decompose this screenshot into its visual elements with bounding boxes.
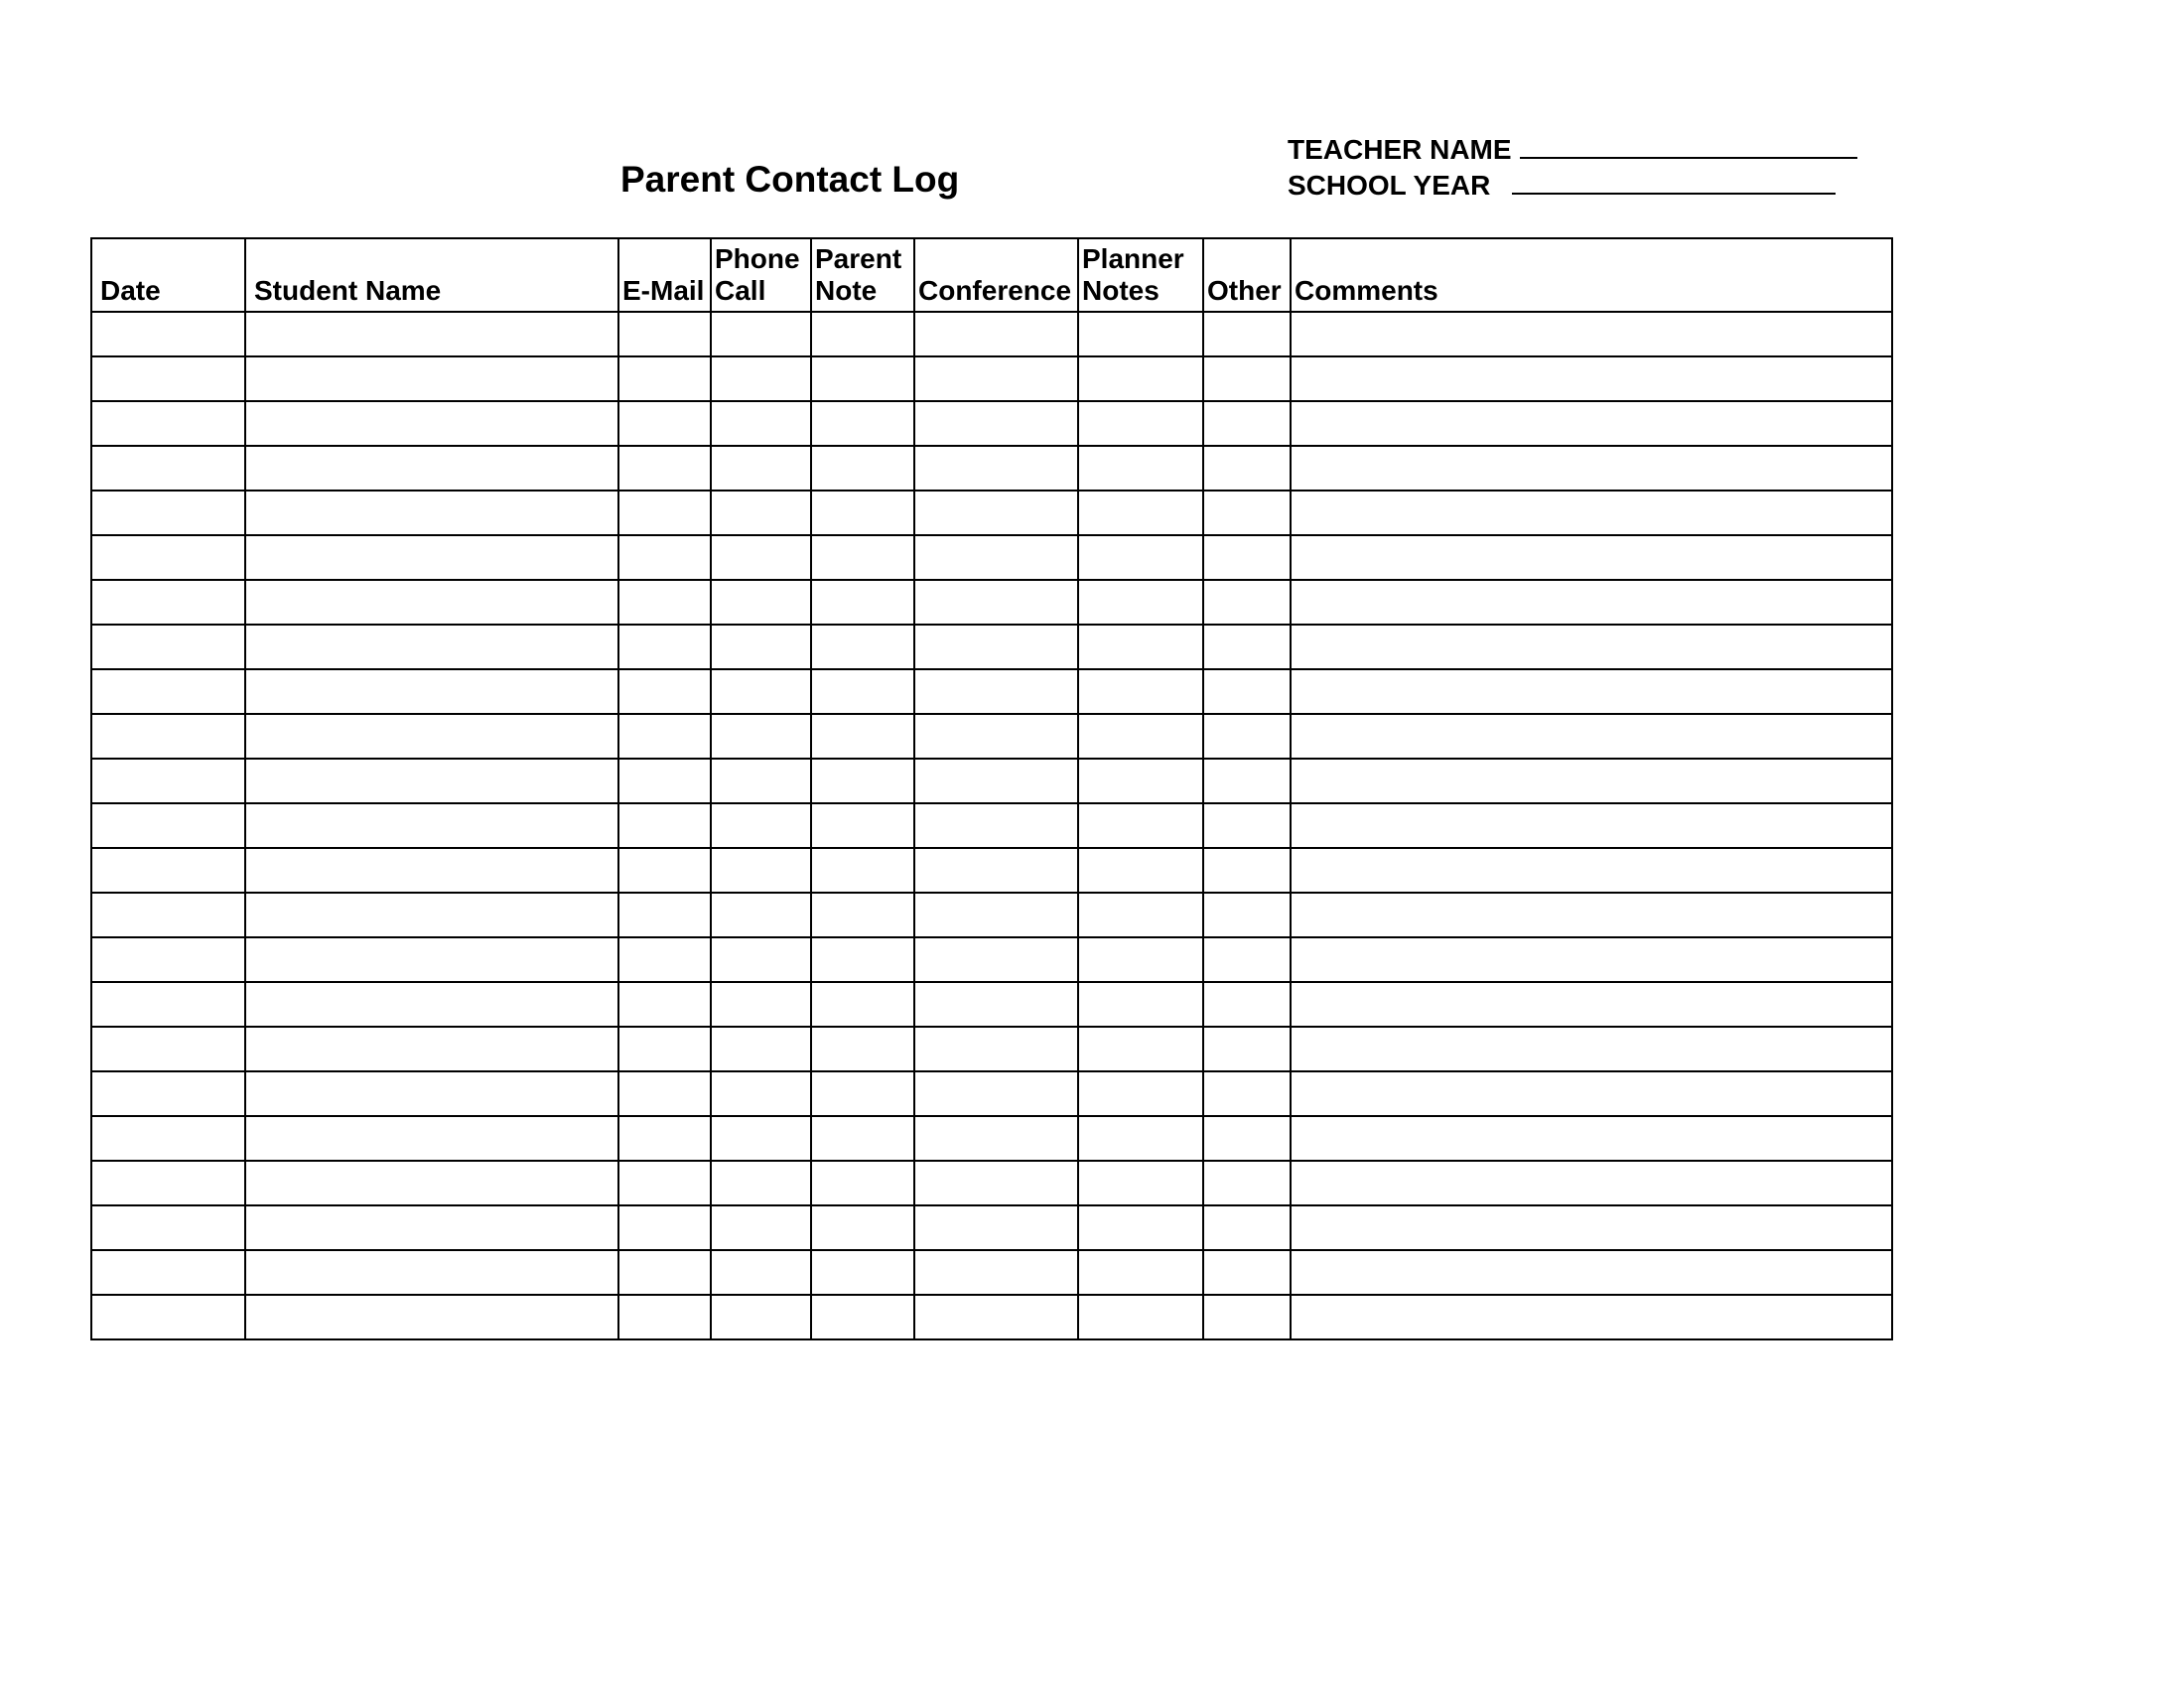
table-cell[interactable] <box>91 1071 245 1116</box>
table-cell[interactable] <box>811 1161 914 1205</box>
table-cell[interactable] <box>1078 1116 1203 1161</box>
school-year-row <box>1288 165 1857 201</box>
table-row <box>91 491 1892 535</box>
col-header-line1: Planner <box>1082 243 1184 274</box>
table-cell[interactable] <box>618 848 711 893</box>
table-cell[interactable] <box>1291 1071 1892 1116</box>
table-cell[interactable] <box>245 625 618 669</box>
table-cell[interactable] <box>1078 937 1203 982</box>
table-cell[interactable] <box>1078 625 1203 669</box>
table-cell[interactable] <box>91 759 245 803</box>
table-cell[interactable] <box>245 1116 618 1161</box>
table-cell[interactable] <box>1203 1295 1291 1339</box>
table-row <box>91 714 1892 759</box>
table-cell[interactable] <box>1291 580 1892 625</box>
table-cell[interactable] <box>91 1161 245 1205</box>
table-row <box>91 580 1892 625</box>
table-cell[interactable] <box>1291 1116 1892 1161</box>
table-row <box>91 669 1892 714</box>
table-cell[interactable] <box>91 312 245 356</box>
table-row <box>91 1250 1892 1295</box>
table-cell[interactable] <box>1078 1205 1203 1250</box>
table-row <box>91 312 1892 356</box>
table-cell[interactable] <box>245 1295 618 1339</box>
table-cell[interactable] <box>711 982 811 1027</box>
table-cell[interactable] <box>1203 1205 1291 1250</box>
table-cell[interactable] <box>1078 312 1203 356</box>
table-cell[interactable] <box>618 893 711 937</box>
table-cell[interactable] <box>711 848 811 893</box>
table-row <box>91 1116 1892 1161</box>
table-cell[interactable] <box>914 446 1078 491</box>
table-cell[interactable] <box>711 535 811 580</box>
table-cell[interactable] <box>245 491 618 535</box>
table-cell[interactable] <box>618 446 711 491</box>
table-cell[interactable] <box>1203 1116 1291 1161</box>
table-cell[interactable] <box>811 1027 914 1071</box>
table-cell[interactable] <box>618 1295 711 1339</box>
table-cell[interactable] <box>1203 848 1291 893</box>
table-cell[interactable] <box>914 1116 1078 1161</box>
table-cell[interactable] <box>1203 1250 1291 1295</box>
table-cell[interactable] <box>914 1027 1078 1071</box>
table-cell[interactable] <box>1291 356 1892 401</box>
table-cell[interactable] <box>91 356 245 401</box>
col-header-student-name <box>245 238 618 312</box>
table-cell[interactable] <box>1291 491 1892 535</box>
col-header-line1: Phone <box>715 243 800 274</box>
table-cell[interactable] <box>91 1295 245 1339</box>
table-cell[interactable] <box>245 1205 618 1250</box>
page-title: Parent Contact Log <box>620 159 960 200</box>
col-header-line2: Comments <box>1295 275 1438 306</box>
table-cell[interactable] <box>914 1250 1078 1295</box>
table-row <box>91 937 1892 982</box>
table-cell[interactable] <box>618 937 711 982</box>
table-cell[interactable] <box>245 1071 618 1116</box>
table-cell[interactable] <box>1078 1071 1203 1116</box>
table-cell[interactable] <box>711 580 811 625</box>
table-cell[interactable] <box>618 982 711 1027</box>
table-cell[interactable] <box>91 982 245 1027</box>
col-header-parent-note <box>811 238 914 312</box>
col-header-line2: Conference <box>918 275 1072 306</box>
table-row <box>91 446 1892 491</box>
table-cell[interactable] <box>618 1205 711 1250</box>
table-cell[interactable] <box>1203 535 1291 580</box>
table-cell[interactable] <box>914 937 1078 982</box>
table-cell[interactable] <box>811 356 914 401</box>
table-cell[interactable] <box>1203 580 1291 625</box>
table-cell[interactable] <box>1078 893 1203 937</box>
table-cell[interactable] <box>811 848 914 893</box>
table-cell[interactable] <box>914 491 1078 535</box>
table-cell[interactable] <box>1203 937 1291 982</box>
table-cell[interactable] <box>914 580 1078 625</box>
table-cell[interactable] <box>914 1205 1078 1250</box>
table-cell[interactable] <box>1203 1161 1291 1205</box>
table-cell[interactable] <box>618 356 711 401</box>
table-cell[interactable] <box>914 759 1078 803</box>
table-cell[interactable] <box>91 848 245 893</box>
table-cell[interactable] <box>1291 848 1892 893</box>
table-cell[interactable] <box>245 1161 618 1205</box>
table-cell[interactable] <box>914 893 1078 937</box>
table-cell[interactable] <box>245 1027 618 1071</box>
table-cell[interactable] <box>811 1205 914 1250</box>
table-cell[interactable] <box>91 937 245 982</box>
table-cell[interactable] <box>711 491 811 535</box>
table-cell[interactable] <box>811 982 914 1027</box>
table-cell[interactable] <box>811 1295 914 1339</box>
table-cell[interactable] <box>91 491 245 535</box>
col-header-line2: Date <box>100 275 161 306</box>
col-header-line2: Note <box>815 275 878 306</box>
table-cell[interactable] <box>1203 312 1291 356</box>
table-cell[interactable] <box>1291 401 1892 446</box>
table-cell[interactable] <box>811 312 914 356</box>
table-cell[interactable] <box>1203 446 1291 491</box>
table-cell[interactable] <box>245 759 618 803</box>
table-cell[interactable] <box>711 356 811 401</box>
table-cell[interactable] <box>1291 1250 1892 1295</box>
table-cell[interactable] <box>245 356 618 401</box>
table-cell[interactable] <box>245 312 618 356</box>
table-cell[interactable] <box>1291 893 1892 937</box>
col-header-planner-notes <box>1078 238 1203 312</box>
table-cell[interactable] <box>245 982 618 1027</box>
table-cell[interactable] <box>618 1027 711 1071</box>
col-header-phone-call <box>711 238 811 312</box>
table-cell[interactable] <box>711 1027 811 1071</box>
table-cell[interactable] <box>1203 893 1291 937</box>
table-cell[interactable] <box>914 1071 1078 1116</box>
table-cell[interactable] <box>711 714 811 759</box>
teacher-name-blank[interactable] <box>1520 129 1857 159</box>
table-cell[interactable] <box>1078 714 1203 759</box>
table-cell[interactable] <box>245 714 618 759</box>
table-cell[interactable] <box>711 1295 811 1339</box>
table-cell[interactable] <box>811 1116 914 1161</box>
table-cell[interactable] <box>1078 669 1203 714</box>
table-cell[interactable] <box>914 312 1078 356</box>
table-cell[interactable] <box>245 535 618 580</box>
table-cell[interactable] <box>1078 1295 1203 1339</box>
school-year-label: SCHOOL YEAR <box>1288 170 1491 201</box>
table-cell[interactable] <box>811 1250 914 1295</box>
table-cell[interactable] <box>618 625 711 669</box>
table-row <box>91 982 1892 1027</box>
table-cell[interactable] <box>1078 356 1203 401</box>
table-row <box>91 803 1892 848</box>
table-cell[interactable] <box>914 356 1078 401</box>
table-cell[interactable] <box>245 937 618 982</box>
table-cell[interactable] <box>1078 580 1203 625</box>
col-header-line2: Call <box>715 275 766 306</box>
school-year-blank[interactable] <box>1512 165 1836 195</box>
table-cell[interactable] <box>618 803 711 848</box>
table-cell[interactable] <box>914 982 1078 1027</box>
table-cell[interactable] <box>91 401 245 446</box>
table-cell[interactable] <box>1078 491 1203 535</box>
table-cell[interactable] <box>1078 982 1203 1027</box>
table-cell[interactable] <box>91 669 245 714</box>
table-cell[interactable] <box>91 1116 245 1161</box>
table-cell[interactable] <box>618 535 711 580</box>
table-cell[interactable] <box>914 803 1078 848</box>
table-cell[interactable] <box>245 893 618 937</box>
col-header-line2: Other <box>1207 275 1282 306</box>
table-cell[interactable] <box>1078 446 1203 491</box>
col-header-comments <box>1291 238 1892 312</box>
table-cell[interactable] <box>618 401 711 446</box>
table-cell[interactable] <box>711 759 811 803</box>
col-header-conference <box>914 238 1078 312</box>
table-cell[interactable] <box>618 1250 711 1295</box>
table-cell[interactable] <box>91 625 245 669</box>
table-cell[interactable] <box>914 625 1078 669</box>
table-row <box>91 1295 1892 1339</box>
table-cell[interactable] <box>1291 982 1892 1027</box>
table-cell[interactable] <box>811 669 914 714</box>
table-cell[interactable] <box>91 580 245 625</box>
header-row <box>91 238 1892 312</box>
table-cell[interactable] <box>91 535 245 580</box>
table-cell[interactable] <box>811 759 914 803</box>
table-cell[interactable] <box>618 312 711 356</box>
table-cell[interactable] <box>1291 1027 1892 1071</box>
table-cell[interactable] <box>618 1116 711 1161</box>
table-cell[interactable] <box>618 714 711 759</box>
table-row <box>91 1071 1892 1116</box>
contact-log-table <box>90 237 1893 1340</box>
table-cell[interactable] <box>914 401 1078 446</box>
table-cell[interactable] <box>1203 625 1291 669</box>
table-row <box>91 1161 1892 1205</box>
table-cell[interactable] <box>811 401 914 446</box>
table-cell[interactable] <box>1078 535 1203 580</box>
table-cell[interactable] <box>91 714 245 759</box>
table-cell[interactable] <box>1078 1161 1203 1205</box>
col-header-line1: Parent <box>815 243 902 274</box>
table-cell[interactable] <box>1203 803 1291 848</box>
table-cell[interactable] <box>711 446 811 491</box>
table-cell[interactable] <box>1078 1250 1203 1295</box>
table-cell[interactable] <box>811 446 914 491</box>
table-cell[interactable] <box>91 1027 245 1071</box>
table-cell[interactable] <box>618 759 711 803</box>
table-cell[interactable] <box>1078 848 1203 893</box>
table-cell[interactable] <box>711 669 811 714</box>
table-row <box>91 625 1892 669</box>
table-cell[interactable] <box>811 625 914 669</box>
table-cell[interactable] <box>618 1161 711 1205</box>
table-cell[interactable] <box>1203 1027 1291 1071</box>
table-cell[interactable] <box>1203 356 1291 401</box>
table-cell[interactable] <box>1203 1071 1291 1116</box>
table-cell[interactable] <box>711 1250 811 1295</box>
col-header-email <box>618 238 711 312</box>
table-cell[interactable] <box>711 1116 811 1161</box>
log-body <box>91 312 1892 1339</box>
table-cell[interactable] <box>1078 1027 1203 1071</box>
table-cell[interactable] <box>1291 714 1892 759</box>
table-cell[interactable] <box>245 401 618 446</box>
table-cell[interactable] <box>1291 937 1892 982</box>
table-cell[interactable] <box>1291 446 1892 491</box>
table-row <box>91 356 1892 401</box>
table-cell[interactable] <box>711 312 811 356</box>
table-cell[interactable] <box>91 803 245 848</box>
table-cell[interactable] <box>811 937 914 982</box>
table-cell[interactable] <box>811 714 914 759</box>
table-cell[interactable] <box>1078 803 1203 848</box>
table-cell[interactable] <box>1203 982 1291 1027</box>
table-cell[interactable] <box>1291 535 1892 580</box>
table-cell[interactable] <box>1203 759 1291 803</box>
table-cell[interactable] <box>914 1161 1078 1205</box>
table-cell[interactable] <box>811 1071 914 1116</box>
table-cell[interactable] <box>1291 669 1892 714</box>
table-row <box>91 1027 1892 1071</box>
teacher-info <box>1288 129 1857 201</box>
table-row <box>91 893 1892 937</box>
table-cell[interactable] <box>914 535 1078 580</box>
table-cell[interactable] <box>245 669 618 714</box>
table-cell[interactable] <box>914 669 1078 714</box>
table-cell[interactable] <box>1291 759 1892 803</box>
table-cell[interactable] <box>914 1295 1078 1339</box>
table-cell[interactable] <box>1203 669 1291 714</box>
table-cell[interactable] <box>245 446 618 491</box>
table-row <box>91 401 1892 446</box>
table-cell[interactable] <box>711 625 811 669</box>
table-cell[interactable] <box>811 535 914 580</box>
col-header-line2: Student Name <box>254 275 442 306</box>
table-cell[interactable] <box>91 1250 245 1295</box>
table-cell[interactable] <box>711 893 811 937</box>
table-cell[interactable] <box>914 848 1078 893</box>
table-cell[interactable] <box>811 580 914 625</box>
table-cell[interactable] <box>1291 312 1892 356</box>
table-cell[interactable] <box>245 803 618 848</box>
teacher-name-label: TEACHER NAME <box>1288 134 1512 165</box>
table-cell[interactable] <box>711 937 811 982</box>
table-cell[interactable] <box>245 1250 618 1295</box>
table-cell[interactable] <box>811 491 914 535</box>
table-cell[interactable] <box>711 401 811 446</box>
col-header-other <box>1203 238 1291 312</box>
table-cell[interactable] <box>914 714 1078 759</box>
table-cell[interactable] <box>1078 759 1203 803</box>
table-cell[interactable] <box>711 803 811 848</box>
table-cell[interactable] <box>1291 803 1892 848</box>
col-header-line2: E-Mail <box>622 275 705 306</box>
table-cell[interactable] <box>1203 714 1291 759</box>
table-cell[interactable] <box>711 1205 811 1250</box>
table-row <box>91 535 1892 580</box>
table-cell[interactable] <box>1291 1161 1892 1205</box>
teacher-name-row <box>1288 129 1857 165</box>
table-cell[interactable] <box>1291 1205 1892 1250</box>
table-cell[interactable] <box>1203 401 1291 446</box>
table-cell[interactable] <box>1203 491 1291 535</box>
table-cell[interactable] <box>618 669 711 714</box>
table-cell[interactable] <box>1291 1295 1892 1339</box>
table-cell[interactable] <box>91 893 245 937</box>
table-row <box>91 1205 1892 1250</box>
table-cell[interactable] <box>91 1205 245 1250</box>
table-cell[interactable] <box>245 848 618 893</box>
col-header-line2: Notes <box>1082 275 1160 306</box>
table-cell[interactable] <box>245 580 618 625</box>
table-cell[interactable] <box>91 446 245 491</box>
table-row <box>91 759 1892 803</box>
table-cell[interactable] <box>811 803 914 848</box>
table-cell[interactable] <box>711 1161 811 1205</box>
col-header-date <box>91 238 245 312</box>
table-cell[interactable] <box>618 580 711 625</box>
table-cell[interactable] <box>618 491 711 535</box>
table-cell[interactable] <box>1291 625 1892 669</box>
table-cell[interactable] <box>618 1071 711 1116</box>
table-row <box>91 848 1892 893</box>
table-cell[interactable] <box>811 893 914 937</box>
table-cell[interactable] <box>1078 401 1203 446</box>
table-cell[interactable] <box>711 1071 811 1116</box>
